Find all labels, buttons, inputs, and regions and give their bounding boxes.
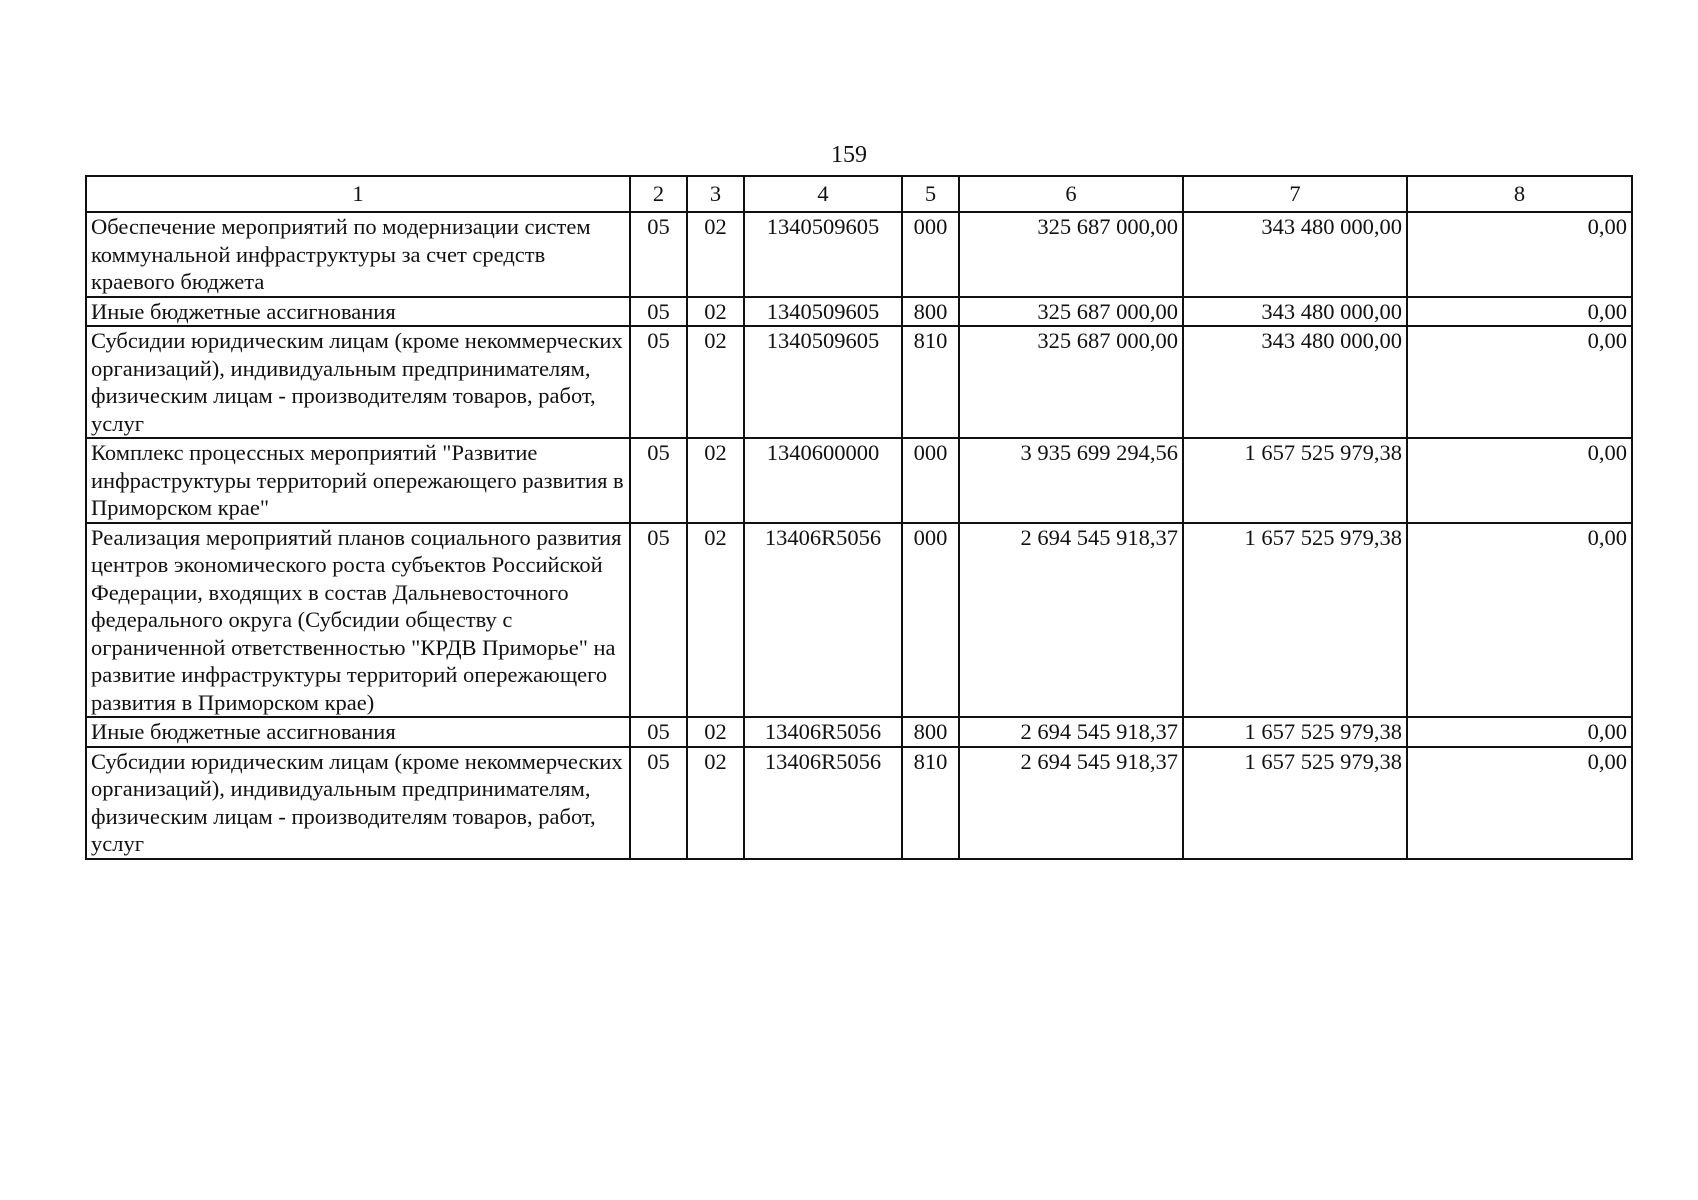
amount-col-6: 2 694 545 918,37 (959, 717, 1183, 747)
column-header: 7 (1183, 176, 1407, 212)
section-code: 05 (630, 212, 687, 297)
amount-col-8: 0,00 (1407, 326, 1632, 438)
row-name: Комплекс процессных мероприятий "Развитие инфраструктуры территорий опережающего развития в Приморском крае" (86, 438, 630, 523)
expense-type-code: 810 (902, 326, 959, 438)
expense-type-code: 000 (902, 523, 959, 718)
table-row (86, 747, 1632, 859)
amount-col-7: 343 480 000,00 (1183, 212, 1407, 297)
target-article-code: 1340509605 (744, 297, 902, 327)
table-row (86, 438, 1632, 523)
amount-col-6: 325 687 000,00 (959, 212, 1183, 297)
expense-type-code: 000 (902, 438, 959, 523)
expense-type-code: 800 (902, 717, 959, 747)
table-row (86, 523, 1632, 718)
amount-col-8: 0,00 (1407, 212, 1632, 297)
row-name: Обеспечение мероприятий по модернизации систем коммунальной инфраструктуры за счет средств краевого бюджета (86, 212, 630, 297)
row-name: Иные бюджетные ассигнования (86, 717, 630, 747)
subsection-code: 02 (687, 326, 744, 438)
section-code: 05 (630, 326, 687, 438)
target-article-code: 13406R5056 (744, 747, 902, 859)
column-header: 6 (959, 176, 1183, 212)
row-name: Реализация мероприятий планов социального развития центров экономического роста субъектов Российской Федерации, входящих в состав Дальневосточного федерального округа (Субсидии обществу с ограниченной ответственностью "КРДВ Приморье" на развитие инфраструктуры территорий опережающего развития в Приморском крае) (86, 523, 630, 718)
subsection-code: 02 (687, 438, 744, 523)
subsection-code: 02 (687, 747, 744, 859)
amount-col-6: 325 687 000,00 (959, 326, 1183, 438)
expense-type-code: 800 (902, 297, 959, 327)
target-article-code: 1340509605 (744, 212, 902, 297)
amount-col-8: 0,00 (1407, 747, 1632, 859)
subsection-code: 02 (687, 717, 744, 747)
amount-col-7: 1 657 525 979,38 (1183, 438, 1407, 523)
table-row (86, 297, 1632, 327)
amount-col-6: 325 687 000,00 (959, 297, 1183, 327)
column-header: 1 (86, 176, 630, 212)
column-header: 3 (687, 176, 744, 212)
amount-col-7: 1 657 525 979,38 (1183, 747, 1407, 859)
column-header: 8 (1407, 176, 1632, 212)
amount-col-7: 343 480 000,00 (1183, 326, 1407, 438)
table-row (86, 212, 1632, 297)
target-article-code: 1340509605 (744, 326, 902, 438)
amount-col-7: 343 480 000,00 (1183, 297, 1407, 327)
amount-col-7: 1 657 525 979,38 (1183, 717, 1407, 747)
target-article-code: 13406R5056 (744, 717, 902, 747)
target-article-code: 13406R5056 (744, 523, 902, 718)
amount-col-8: 0,00 (1407, 523, 1632, 718)
section-code: 05 (630, 523, 687, 718)
budget-table (85, 175, 1633, 860)
subsection-code: 02 (687, 523, 744, 718)
header-row (86, 176, 1632, 212)
amount-col-8: 0,00 (1407, 438, 1632, 523)
expense-type-code: 810 (902, 747, 959, 859)
row-name: Субсидии юридическим лицам (кроме некоммерческих организаций), индивидуальным предпринимателям, физическим лицам - производителям товаров, работ, услуг (86, 326, 630, 438)
row-name: Субсидии юридическим лицам (кроме некоммерческих организаций), индивидуальным предпринимателям, физическим лицам - производителям товаров, работ, услуг (86, 747, 630, 859)
section-code: 05 (630, 438, 687, 523)
section-code: 05 (630, 747, 687, 859)
column-header: 2 (630, 176, 687, 212)
row-name: Иные бюджетные ассигнования (86, 297, 630, 327)
subsection-code: 02 (687, 297, 744, 327)
amount-col-8: 0,00 (1407, 717, 1632, 747)
expense-type-code: 000 (902, 212, 959, 297)
amount-col-6: 2 694 545 918,37 (959, 523, 1183, 718)
amount-col-6: 3 935 699 294,56 (959, 438, 1183, 523)
column-header: 5 (902, 176, 959, 212)
amount-col-8: 0,00 (1407, 297, 1632, 327)
table-row (86, 326, 1632, 438)
page-number: 159 (831, 142, 867, 168)
section-code: 05 (630, 297, 687, 327)
column-header: 4 (744, 176, 902, 212)
section-code: 05 (630, 717, 687, 747)
target-article-code: 1340600000 (744, 438, 902, 523)
amount-col-7: 1 657 525 979,38 (1183, 523, 1407, 718)
subsection-code: 02 (687, 212, 744, 297)
table-row (86, 717, 1632, 747)
amount-col-6: 2 694 545 918,37 (959, 747, 1183, 859)
